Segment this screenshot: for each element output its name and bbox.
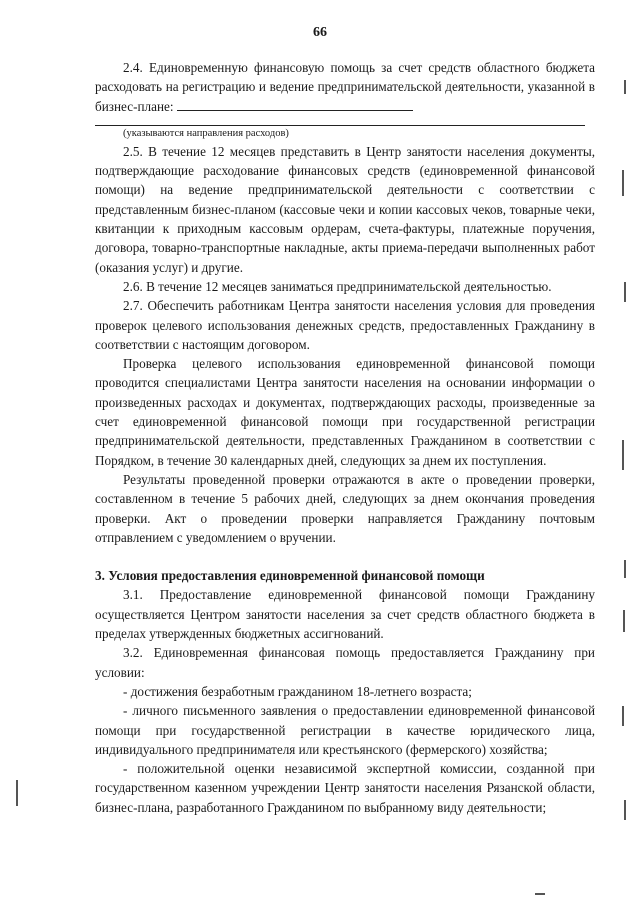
condition-item: - личного письменного заявления о предоставлении единовременной финансовой помощи при государственной регистрации в качестве юридического лица, индивидуального предпринимателя или крестьянского (фермерского) хозяйства; [95,703,595,757]
scan-mark [535,893,545,895]
clause-2-5: 2.5. В течение 12 месяцев представить в Центр занятости населения документы, подтверждающие расходование финансовых средств (единовременной финансовой помощи) на ведение предпринимательской деятельности с соответствии с представленным бизнес-планом (кассовые чеки и копии кассовых чеков, товарные чеки, квитанции к приходным кассовым ордерам, счета-фактуры, платежные поручения, договора, товарно-транспортные накладные, акты приема-передачи выполненных работ (оказания услуг) и другие. [95,143,595,275]
clause-3-1: 3.1. Предоставление единовременной финансовой помощи Гражданину осуществляется Центром занятости населения за счет средств областного бюджета в пределах утвержденных бюджетных ассигнований. [95,587,595,642]
clause-2-6: 2.6. В течение 12 месяцев заниматься предпринимательской деятельностью. [123,278,552,294]
expense-directions-caption: (указываются направления расходов) [123,127,289,139]
scan-mark [622,706,624,726]
clause-3-2: 3.2. Единовременная финансовая помощь предоставляется Гражданину при условии: [95,645,595,680]
scan-mark [624,560,626,578]
scan-mark [16,780,18,806]
scan-mark [622,440,624,470]
page-number: 66 [313,25,327,40]
scan-mark [624,80,626,94]
section-gap [95,547,595,566]
clause-2-4-text: 2.4. Единовременную финансовую помощь за счет средств областного бюджета расходовать на регистрацию и ведение предпринимательской деятельности, указанной в бизнес-плане: [95,60,595,114]
scan-mark [624,800,626,820]
check-paragraph: Проверка целевого использования единовременной финансовой помощи проводится специалистами Центра занятости населения на основании информации о произведенных расходах и документах, подтверждающих расходы, произведенные за счет единовременной финансовой помощи при государственной регистрации предпринимательской деятельности, представленных Гражданином в соответствии с Порядком, в течение 30 календарных дней, следующих за днем их поступления. [95,356,595,468]
scan-mark [622,170,624,196]
clause-2-7: 2.7. Обеспечить работникам Центра занятости населения условия для проведения проверок целевого использования денежных средств, предоставленных Гражданину в соответствии с настоящим договором. [95,298,595,352]
document-body [95,58,595,817]
fill-in-line[interactable] [177,98,413,111]
clause-2-4 [95,58,595,116]
condition-item: - достижения безработным гражданином 18-летнего возраста; [123,683,472,699]
scan-mark [624,282,626,302]
condition-item: - положительной оценки независимой экспертной комиссии, созданной при государственном казенном учреждении Центр занятости населения Рязанской области, бизнес-плана, разработанного Гражданином по выбранному виду деятельности; [95,761,595,815]
section-3-title: 3. Условия предоставления единовременной финансовой помощи [95,568,485,584]
results-paragraph: Результаты проведенной проверки отражаются в акте о проведении проверки, составленном в течение 5 рабочих дней, следующих за днем окончания проведения проверки. Акт о проведении проверки направляется Гражданину почтовым отправлением с уведомлением о вручении. [95,471,595,545]
scan-mark [623,610,625,632]
